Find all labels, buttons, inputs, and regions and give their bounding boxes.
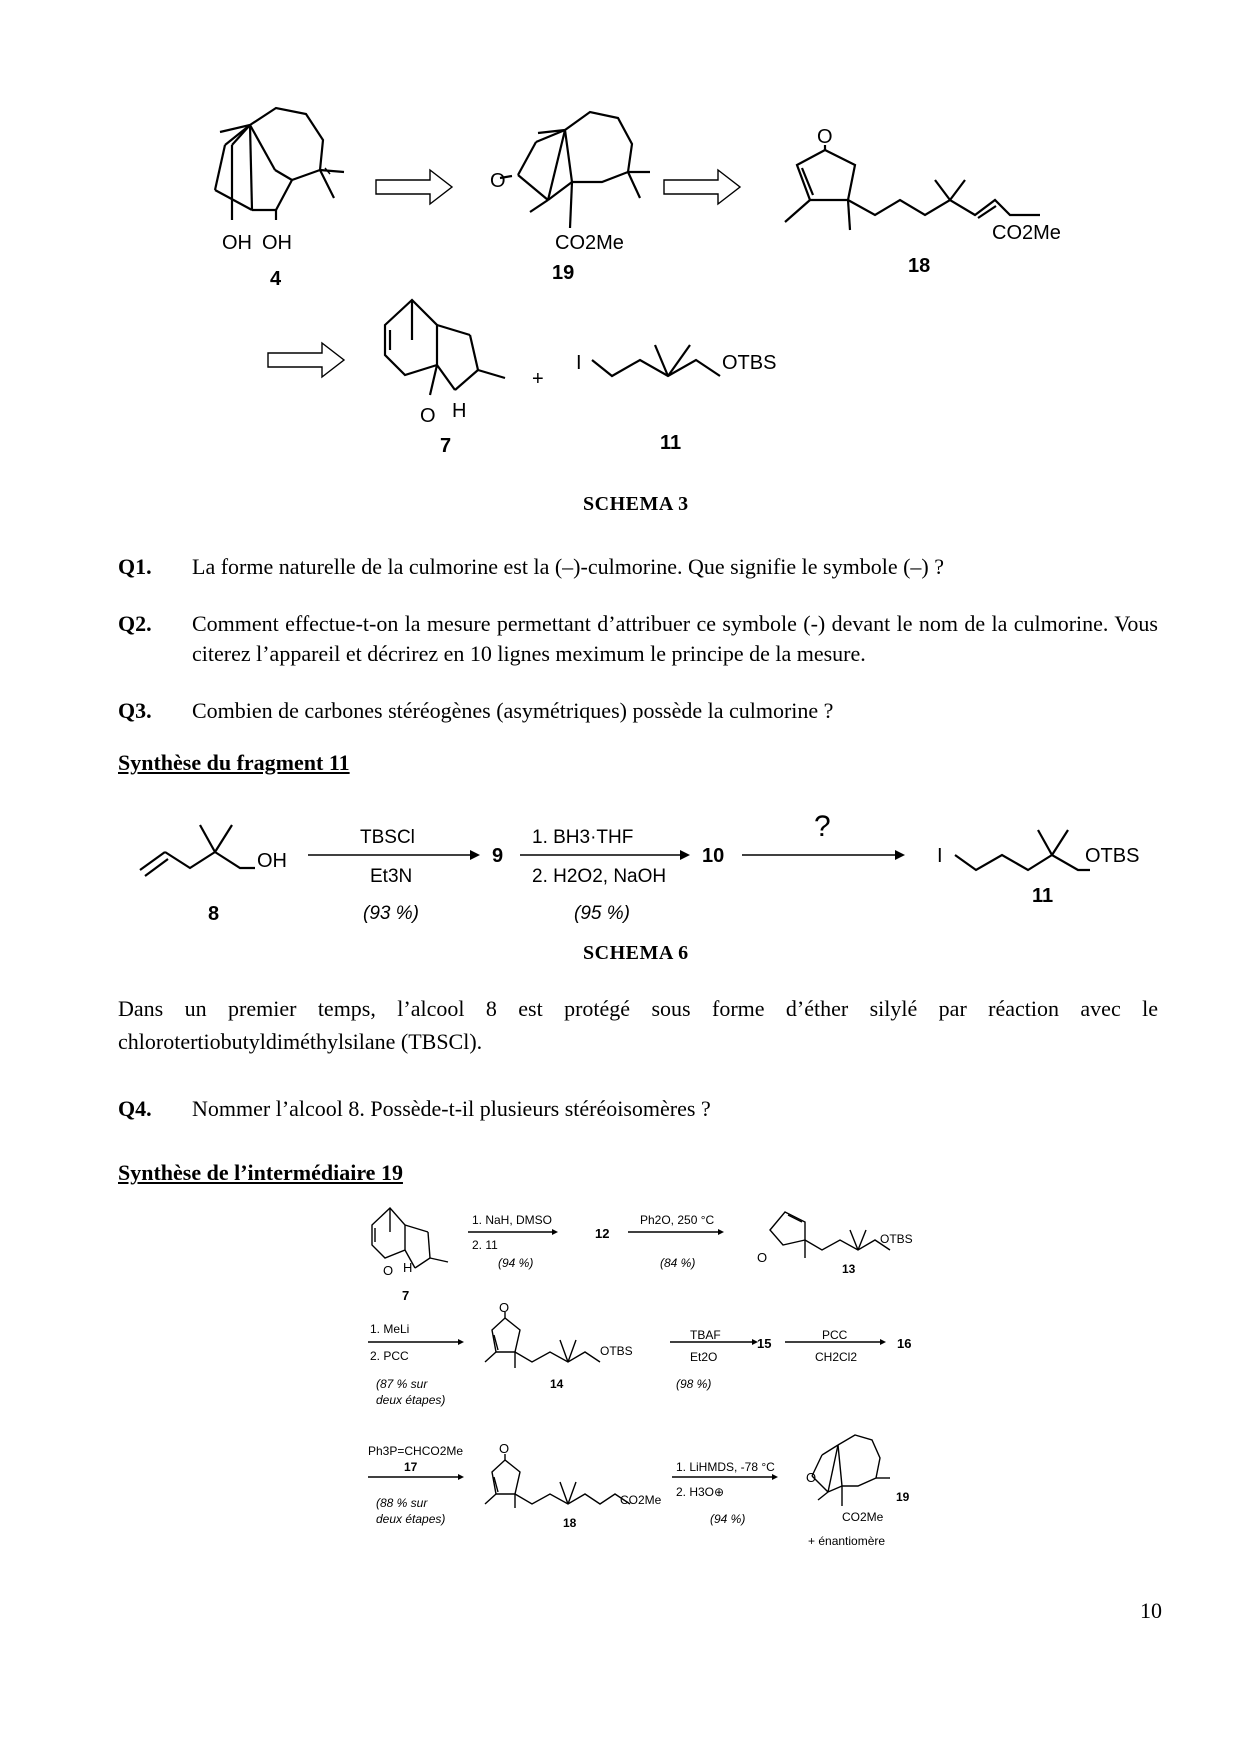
compound-label-15: 15 bbox=[757, 1336, 772, 1351]
compound-label-10: 10 bbox=[702, 845, 725, 867]
reagent-pcc: 2. PCC bbox=[370, 1349, 409, 1363]
co2me-label-18: CO2Me bbox=[992, 222, 1061, 244]
reagent-meli: 1. MeLi bbox=[370, 1322, 410, 1336]
reagent-h3o: 2. H3O⊕ bbox=[676, 1485, 725, 1499]
hydrogen-label-7-small: H bbox=[403, 1260, 413, 1275]
reagent-ph2o: Ph2O, 250 °C bbox=[640, 1213, 715, 1227]
compound-label-13: 13 bbox=[842, 1262, 856, 1276]
oxygen-label-19-small: O bbox=[806, 1470, 817, 1485]
compound-label-16: 16 bbox=[897, 1336, 912, 1351]
yield-r2: (84 %) bbox=[660, 1256, 696, 1270]
reagent-bh3-thf: 1. BH3·THF bbox=[532, 827, 634, 848]
question-4-text: Nommer l’alcool 8. Possède-t-il plusieurs stéréoisomères ? bbox=[192, 1096, 711, 1121]
reagent-tbscl: TBSCl bbox=[360, 827, 415, 848]
schema-3-title: SCHEMA 3 bbox=[583, 493, 689, 515]
otbs-label-14: OTBS bbox=[600, 1344, 633, 1358]
compound-7-small-structure bbox=[372, 1208, 448, 1268]
yield-step-2: (95 %) bbox=[574, 903, 630, 924]
oxygen-label-19: O bbox=[490, 170, 506, 192]
iodine-label-schema6: I bbox=[937, 845, 943, 867]
compound-13-structure bbox=[770, 1212, 890, 1258]
oh-label-2: OH bbox=[262, 232, 292, 254]
reagent-ch2cl2: CH2Cl2 bbox=[815, 1350, 858, 1364]
compound-14-structure bbox=[485, 1312, 600, 1368]
question-3-text: Combien de carbones stéréogènes (asymétriques) possède la culmorine ? bbox=[192, 698, 834, 723]
intro-paragraph: Dans un premier temps, l’alcool 8 est protégé sous forme d’éther silylé par réaction avec le chlorotertiobutyldiméthylsilane (TBSCl). bbox=[118, 996, 1158, 1054]
question-1-text: La forme naturelle de la culmorine est la (–)-culmorine. Que signifie le symbole (–) ? bbox=[192, 554, 944, 579]
reagent-et3n: Et3N bbox=[370, 866, 413, 887]
compound-label-19: 19 bbox=[552, 262, 575, 284]
section-title-intermediate-19: Synthèse de l’intermédiaire 19 bbox=[118, 1160, 403, 1185]
otbs-label-13: OTBS bbox=[880, 1232, 913, 1246]
compound-18-small-structure bbox=[485, 1454, 630, 1508]
oxygen-label-7-small: O bbox=[383, 1263, 394, 1278]
otbs-label-11: OTBS bbox=[722, 352, 777, 374]
reagent-h2o2-naoh: 2. H2O2, NaOH bbox=[532, 866, 667, 887]
compound-label-9: 9 bbox=[492, 845, 504, 867]
yield-r3-line-2: deux étapes) bbox=[376, 1393, 446, 1407]
yield-r7: (94 %) bbox=[710, 1512, 746, 1526]
yield-r3-line-1: (87 % sur bbox=[376, 1377, 428, 1391]
hydrogen-label-7: H bbox=[452, 400, 467, 422]
oxygen-label-13: O bbox=[757, 1250, 768, 1265]
reagent-lihmds: 1. LiHMDS, -78 °C bbox=[676, 1460, 775, 1474]
yield-r6-line-1: (88 % sur bbox=[376, 1496, 428, 1510]
oxygen-label-14: O bbox=[499, 1300, 510, 1315]
compound-label-11-schema6: 11 bbox=[1032, 885, 1054, 907]
oh-label-1: OH bbox=[222, 232, 252, 254]
co2me-label-19: CO2Me bbox=[555, 232, 624, 254]
compound-label-8: 8 bbox=[208, 903, 220, 925]
compound-label-11: 11 bbox=[660, 432, 682, 454]
question-2-number: Q2. bbox=[118, 611, 152, 636]
question-3-number: Q3. bbox=[118, 698, 152, 723]
oxygen-label-18: O bbox=[817, 126, 833, 148]
reagent-11: 2. 11 bbox=[472, 1238, 498, 1252]
compound-label-12: 12 bbox=[595, 1226, 610, 1241]
iodine-label-11: I bbox=[576, 352, 582, 374]
schema-6-title: SCHEMA 6 bbox=[583, 942, 689, 964]
reagent-et2o: Et2O bbox=[690, 1350, 718, 1364]
compound-label-4: 4 bbox=[270, 268, 282, 290]
oxygen-label-7: O bbox=[420, 405, 436, 427]
enantiomer-note: + énantiomère bbox=[808, 1534, 886, 1548]
oh-label-8: OH bbox=[257, 850, 287, 872]
co2me-label-19-small: CO2Me bbox=[842, 1510, 884, 1524]
page-number: 10 bbox=[1140, 1598, 1162, 1623]
yield-r4: (98 %) bbox=[676, 1377, 712, 1391]
reagent-17: 17 bbox=[404, 1460, 418, 1474]
reagent-nah-dmso: 1. NaH, DMSO bbox=[472, 1213, 553, 1227]
reagent-wittig: Ph3P=CHCO2Me bbox=[368, 1444, 464, 1458]
plus-sign: + bbox=[532, 368, 544, 390]
compound-label-19-small: 19 bbox=[896, 1490, 910, 1504]
compound-label-7-small: 7 bbox=[402, 1288, 410, 1303]
question-4-number: Q4. bbox=[118, 1096, 152, 1121]
yield-r1: (94 %) bbox=[498, 1256, 534, 1270]
yield-r6-line-2: deux étapes) bbox=[376, 1512, 446, 1526]
unknown-reagent-question-mark: ? bbox=[814, 810, 831, 843]
section-title-fragment-11: Synthèse du fragment 11 bbox=[118, 750, 350, 775]
otbs-label-schema6: OTBS bbox=[1085, 845, 1140, 867]
compound-label-14: 14 bbox=[550, 1377, 564, 1391]
oxygen-label-18-small: O bbox=[499, 1441, 510, 1456]
reagent-pcc-2: PCC bbox=[822, 1328, 848, 1342]
compound-label-7: 7 bbox=[440, 435, 452, 457]
reagent-tbaf: TBAF bbox=[690, 1328, 721, 1342]
compound-19-small-structure bbox=[812, 1435, 890, 1506]
yield-step-1: (93 %) bbox=[363, 903, 419, 924]
question-2-text: Comment effectue-t-on la mesure permettant d’attribuer ce symbole (-) devant le nom de la culmorine. Vous citerez l’appareil et décrirez en 10 lignes meximum le principe de la mesure. bbox=[192, 611, 1158, 666]
question-1-number: Q1. bbox=[118, 554, 152, 579]
compound-label-18-small: 18 bbox=[563, 1516, 577, 1530]
compound-label-18: 18 bbox=[908, 255, 931, 277]
co2me-label-18-small: CO2Me bbox=[620, 1493, 662, 1507]
